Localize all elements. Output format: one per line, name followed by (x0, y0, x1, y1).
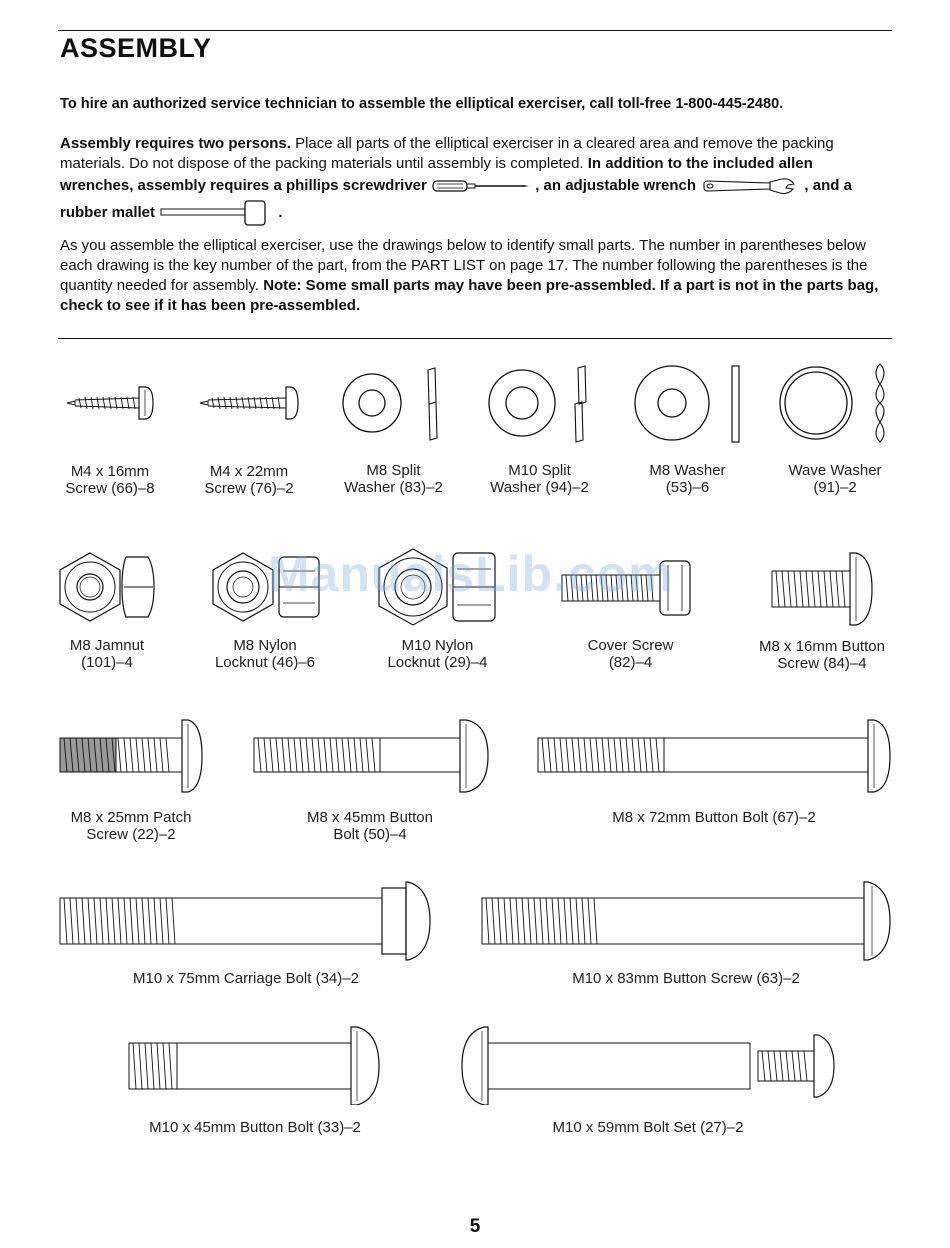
part-m10-split-washer (482, 358, 597, 503)
m8-washer-label-2: (53)–6 (665, 479, 710, 496)
mallet-note: , and a rubber mallet (60, 176, 852, 221)
m10-locknut-label-1: M10 Nylon (401, 637, 474, 654)
part-wave-washer (776, 358, 894, 503)
part-m8-washer (630, 358, 745, 503)
m10-locknut-label-2: Locknut (29)–4 (387, 654, 488, 671)
watermark: ManualsLib.com (268, 546, 674, 602)
m10x45-bolt-drawing (125, 1025, 385, 1105)
adjustable-wrench-icon (700, 174, 800, 198)
part-m8x45-button-bolt (250, 716, 500, 846)
part-m8-jamnut (52, 545, 167, 680)
m8x45-bolt-drawing (250, 716, 500, 796)
m10-split-label-2: Washer (94)–2 (490, 479, 589, 496)
m10x59-label: M10 x 59mm Bolt Set (27)–2 (552, 1119, 744, 1136)
para3-text: As you assemble the elliptical exerciser, use the drawings below to identify small parts. The number in parentheses below each drawing is the key number of the part, from the PART LIST on page 17. The number following the parentheses is the quantity needed for assembly. (60, 237, 868, 294)
m8x25-patch-drawing (56, 716, 216, 796)
cover-screw-label-1: Cover Screw (587, 637, 674, 654)
part-m10x45-button-bolt (125, 1025, 385, 1145)
para2-end: . (278, 203, 283, 221)
wave-washer-label-2: (91)–2 (813, 479, 857, 496)
section-rule (58, 338, 892, 339)
part-m10x83-button-screw (478, 878, 894, 993)
part-m4x22-screw (194, 370, 304, 500)
m4x16-label-2: Screw (66)–8 (65, 480, 155, 497)
part-m8x72-button-bolt (534, 716, 894, 846)
m4x22-label-2: Screw (76)–2 (204, 480, 294, 497)
m4x22-screw-drawing (194, 370, 304, 440)
m8-locknut-label-2: Locknut (46)–6 (214, 654, 316, 671)
m8x16-label-2: Screw (84)–4 (777, 655, 867, 672)
jamnut-label-1: M8 Jamnut (69, 637, 145, 654)
identify-parts-text (60, 236, 890, 316)
wrench-note: , an adjustable wrench (535, 176, 697, 194)
top-rule (58, 30, 892, 31)
wave-washer-label-1: Wave Washer (788, 462, 882, 479)
m10x75-carriage-drawing (56, 878, 436, 963)
m4x16-label-1: M4 x 16mm (70, 463, 150, 480)
assembly-requirements (60, 134, 890, 228)
m8x25-label-1: M8 x 25mm Patch (70, 809, 192, 826)
part-m10x75-carriage-bolt (56, 878, 436, 993)
m10x75-label: M10 x 75mm Carriage Bolt (34)–2 (133, 970, 359, 987)
jamnut-label-2: (101)–4 (81, 654, 133, 671)
m8x25-label-2: Screw (22)–2 (86, 826, 176, 843)
m10x83-label: M10 x 83mm Button Screw (63)–2 (572, 970, 800, 987)
part-m4x16-screw (55, 370, 165, 500)
m8x16-label-1: M8 x 16mm Button (759, 638, 885, 655)
part-m8x25-patch-screw (56, 716, 216, 846)
m8x16-screw-drawing (752, 545, 892, 630)
para2-text: Place all parts of the elliptical exerciser in a cleared area and remove the packing materials. Do not dispose of the packing materials until assembly is completed. (60, 135, 834, 172)
m8-split-washer-drawing (336, 358, 451, 448)
intro-text: To hire an authorized service technician to assemble the elliptical exerciser, call toll-free 1-800-445-2480. (60, 96, 784, 112)
m8x45-label-1: M8 x 45mm Button (307, 809, 433, 826)
m8-locknut-label-1: M8 Nylon (233, 637, 297, 654)
part-m8-split-washer (336, 358, 451, 503)
m8x45-label-2: Bolt (50)–4 (333, 826, 407, 843)
m10-split-label-1: M10 Split (508, 462, 571, 479)
rubber-mallet-icon (159, 198, 274, 228)
tools-note: In addition to the included allen wrenches, assembly requires a phillips screwdriver (60, 155, 813, 194)
m4x16-screw-drawing (55, 370, 165, 440)
cover-screw-label-2: (82)–4 (608, 654, 653, 671)
m10x45-label: M10 x 45mm Button Bolt (33)–2 (149, 1119, 361, 1136)
m8x72-bolt-drawing (534, 716, 894, 796)
m10-split-washer-drawing (482, 358, 597, 448)
m10x83-screw-drawing (478, 878, 894, 963)
page-number: 5 (469, 1216, 481, 1237)
screwdriver-icon (431, 178, 531, 194)
wave-washer-drawing (776, 358, 894, 448)
m8-split-label-2: Washer (83)–2 (344, 479, 443, 496)
m8x72-label: M8 x 72mm Button Bolt (67)–2 (612, 809, 816, 826)
m8-washer-label-1: M8 Washer (649, 462, 726, 479)
part-m10x59-bolt-set (458, 1025, 838, 1145)
pre-assembled-note: Note: Some small parts may have been pre-assembled. If a part is not in the parts bag, check to see if it has been pre-assembled. (60, 277, 879, 314)
two-persons-note: Assembly requires two persons. (60, 135, 291, 152)
m4x22-label-1: M4 x 22mm (209, 463, 289, 480)
m8-split-label-1: M8 Split (366, 462, 421, 479)
m8-washer-drawing (630, 358, 745, 448)
part-m8x16-button-screw (752, 545, 892, 680)
page-title: ASSEMBLY (60, 33, 212, 63)
m8-jamnut-drawing (52, 545, 167, 630)
m10x59-bolt-set-drawing (458, 1025, 838, 1105)
